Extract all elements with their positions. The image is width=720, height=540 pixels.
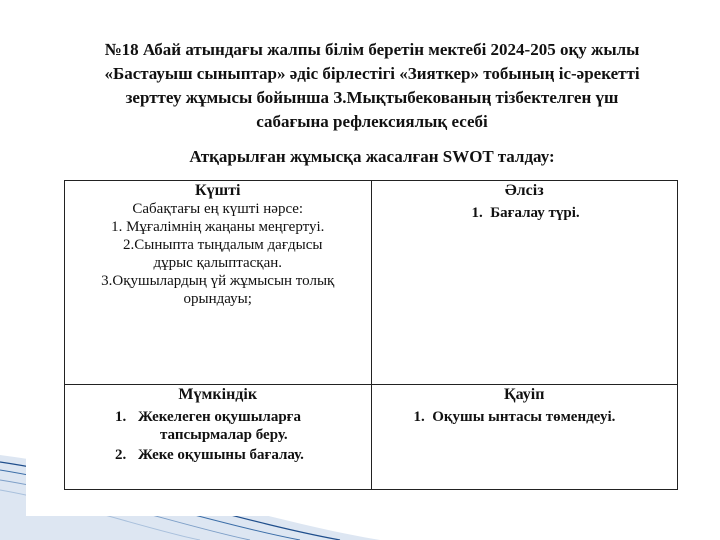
swot-table bbox=[64, 180, 678, 490]
list-text: Оқушы ынтасы төмендеуі. bbox=[432, 409, 616, 425]
strengths-item: 2.Сыныпта тыңдалым дағдысы bbox=[123, 237, 323, 253]
weaknesses-cell bbox=[371, 181, 678, 385]
opportunities-heading: Мүмкіндік bbox=[178, 386, 258, 403]
threats-heading: Қауіп bbox=[504, 386, 545, 403]
document-title bbox=[60, 38, 684, 134]
list-item bbox=[472, 204, 678, 222]
list-number: 1. bbox=[115, 409, 127, 425]
strengths-cell bbox=[65, 181, 372, 385]
title-line: №18 Абай атындағы жалпы білім беретін мектебі 2024-205 оқу жылы bbox=[104, 40, 640, 59]
title-line: зерттеу жұмысы бойынша З.Мықтыбекованың тізбектелген үш bbox=[125, 88, 619, 107]
list-text: Бағалау түрі. bbox=[490, 205, 580, 221]
strengths-item: 3.Оқушылардың үй жұмысын толық bbox=[101, 273, 335, 289]
strengths-item: орындауы; bbox=[183, 291, 252, 307]
opportunities-cell bbox=[65, 385, 372, 490]
strengths-item: 1. Мұғалімнің жаңаны меңгертуі. bbox=[111, 219, 325, 235]
list-item bbox=[65, 408, 371, 444]
opportunities-list bbox=[65, 408, 371, 464]
threats-list bbox=[372, 408, 678, 426]
title-line: сабағына рефлексиялық есебі bbox=[256, 112, 488, 131]
list-text: Жеке оқушыны бағалау. bbox=[138, 447, 304, 463]
list-item bbox=[65, 446, 371, 464]
list-text: Жекелеген оқушыларға bbox=[138, 409, 301, 425]
weaknesses-heading: Әлсіз bbox=[504, 182, 544, 199]
weaknesses-list bbox=[372, 204, 678, 222]
list-item bbox=[414, 408, 678, 426]
swot-subtitle: Атқарылған жұмысқа жасалған SWOT талдау: bbox=[189, 147, 555, 166]
list-number: 2. bbox=[115, 447, 127, 463]
strengths-heading: Күшті bbox=[195, 182, 241, 199]
strengths-item: дұрыс қалыптасқан. bbox=[153, 255, 283, 271]
list-number: 1. bbox=[471, 205, 483, 221]
strengths-intro: Сабақтағы ең күшті нәрсе: bbox=[132, 201, 304, 217]
title-line: «Бастауыш сыныптар» әдіс бірлестігі «Зияткер» тобының іс-әрекетті bbox=[104, 64, 640, 83]
list-number: 1. bbox=[413, 409, 425, 425]
list-text-continued: тапсырмалар беру. bbox=[160, 427, 288, 443]
threats-cell bbox=[371, 385, 678, 490]
